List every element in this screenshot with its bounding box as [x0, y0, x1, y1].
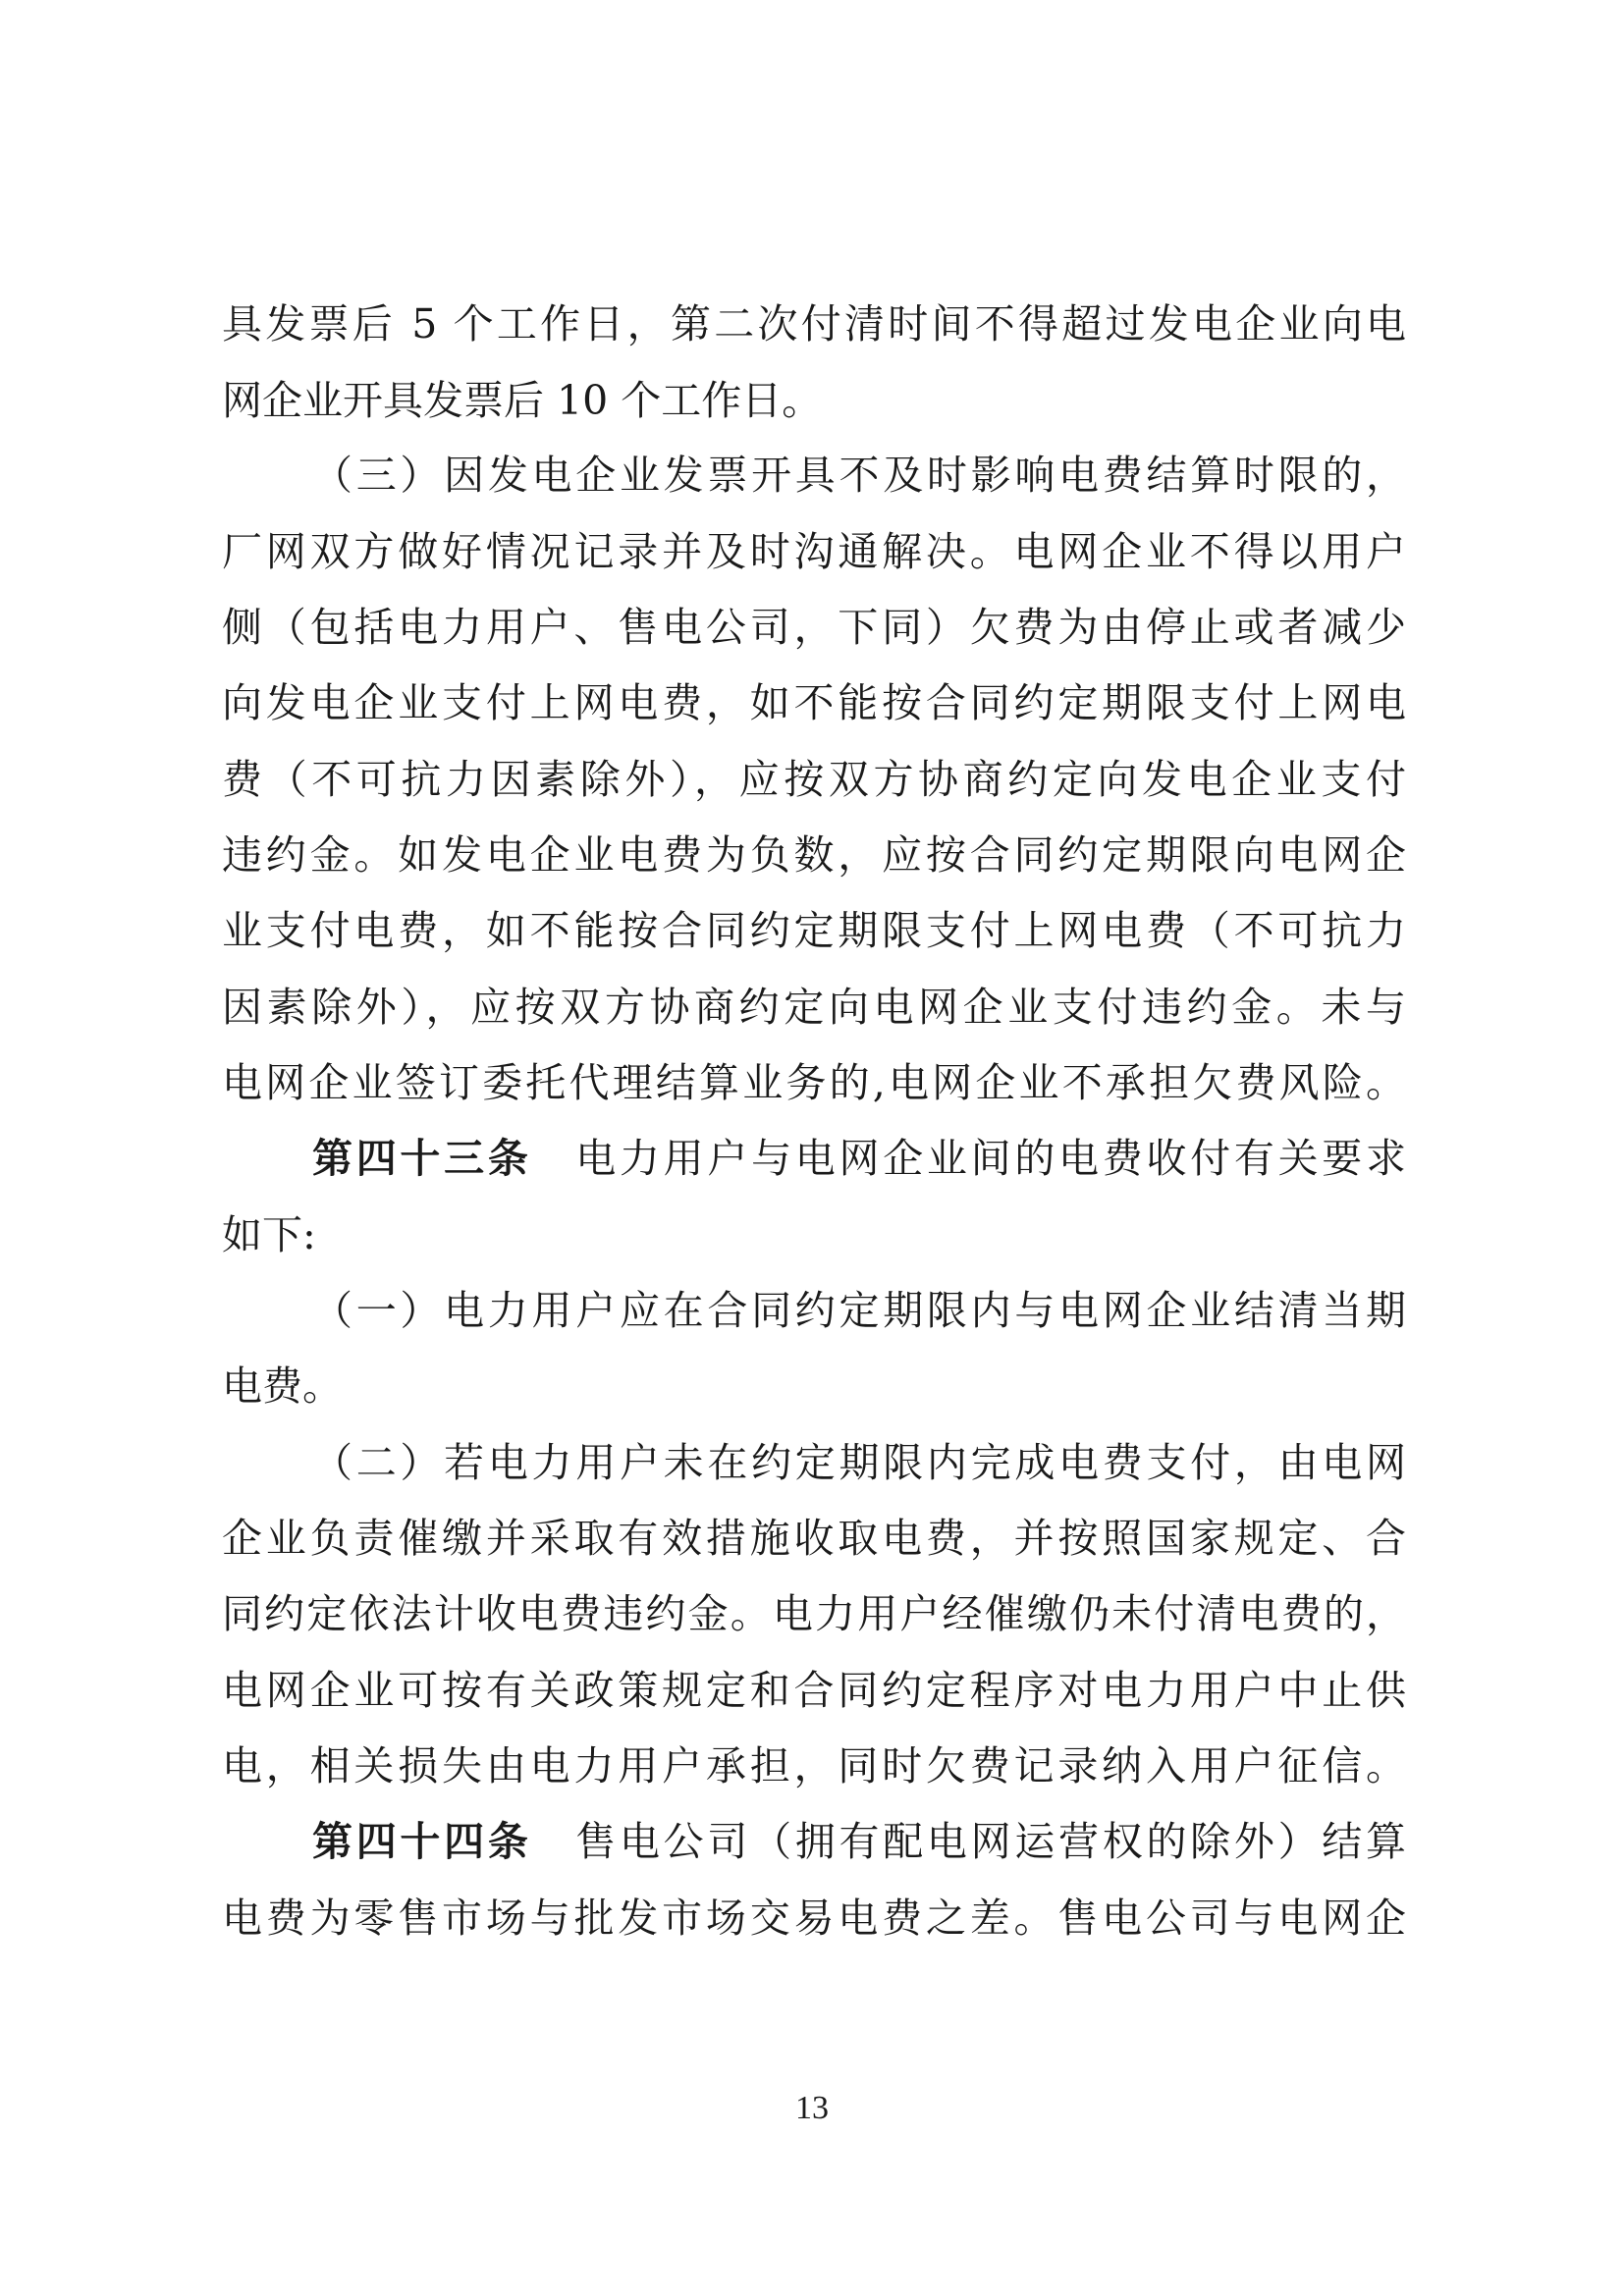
- article-text: 售电公司（拥有配电网运营权的除外）结算: [575, 1818, 1407, 1865]
- text-line: 费（不可抗力因素除外），应按双方协商约定向发电企业支付: [222, 756, 1406, 803]
- text-spacer: [532, 1135, 576, 1182]
- text-line: 电费。: [222, 1362, 343, 1410]
- text-line: 同约定依法计收电费违约金。电力用户经催缴仍未付清电费的，: [222, 1590, 1406, 1637]
- text-line: 电网企业签订委托代理结算业务的,电网企业不承担欠费风险。: [222, 1059, 1406, 1106]
- text-line: 电费为零售市场与批发市场交易电费之差。售电公司与电网企: [222, 1895, 1406, 1942]
- text-line: 网企业开具发票后 10 个工作日。: [222, 377, 823, 424]
- article-heading: 第四十三条: [312, 1135, 532, 1182]
- text-line: （三）因发电企业发票开具不及时影响电费结算时限的，: [312, 452, 1406, 499]
- page-number: 13: [795, 2090, 829, 2126]
- text-line: 企业负责催缴并采取有效措施收取电费，并按照国家规定、合: [222, 1515, 1406, 1562]
- text-line: （一）电力用户应在合同约定期限内与电网企业结清当期: [312, 1287, 1406, 1334]
- text-line: 违约金。如发电企业电费为负数，应按合同约定期限向电网企: [222, 831, 1406, 879]
- text-line: 向发电企业支付上网电费，如不能按合同约定期限支付上网电: [222, 679, 1406, 726]
- text-line: （二）若电力用户未在约定期限内完成电费支付，由电网: [312, 1439, 1406, 1486]
- text-line: 电，相关损失由电力用户承担，同时欠费记录纳入用户征信。: [222, 1742, 1406, 1789]
- text-line: 业支付电费，如不能按合同约定期限支付上网电费（不可抗力: [222, 907, 1406, 954]
- article-43-line: [312, 1127, 1406, 1190]
- text-spacer: [532, 1818, 576, 1865]
- text-line: 侧（包括电力用户、售电公司，下同）欠费为由停止或者减少: [222, 604, 1406, 651]
- text-line: 如下:: [222, 1211, 316, 1258]
- text-line: 具发票后 5 个工作日，第二次付清时间不得超过发电企业向电: [222, 300, 1406, 347]
- text-line: 厂网双方做好情况记录并及时沟通解决。电网企业不得以用户: [222, 528, 1406, 575]
- article-44-line: [312, 1810, 1406, 1873]
- article-text: 电力用户与电网企业间的电费收付有关要求: [575, 1135, 1407, 1182]
- article-heading: 第四十四条: [312, 1818, 532, 1865]
- text-line: 因素除外），应按双方协商约定向电网企业支付违约金。未与: [222, 984, 1406, 1031]
- text-line: 电网企业可按有关政策规定和合同约定程序对电力用户中止供: [222, 1667, 1406, 1714]
